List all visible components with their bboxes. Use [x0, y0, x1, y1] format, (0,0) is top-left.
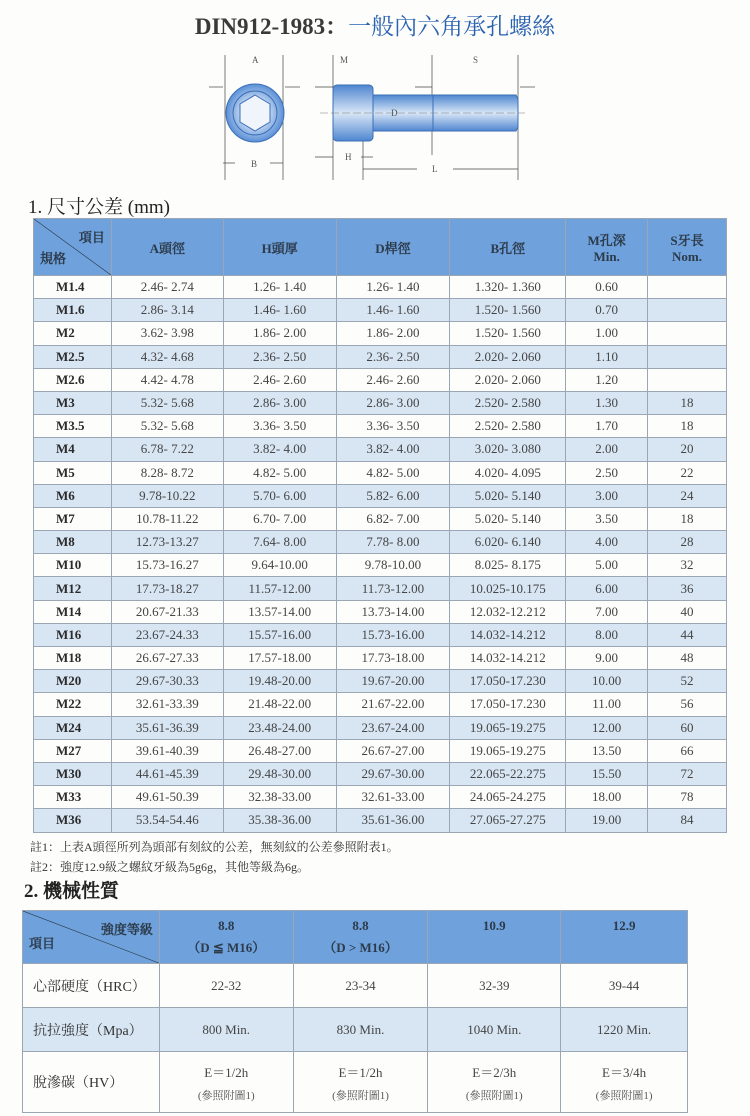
value-cell: 23.67-24.00 — [336, 716, 450, 739]
column-header — [336, 219, 450, 276]
value-cell — [648, 345, 727, 368]
size-cell: M1.6 — [34, 299, 112, 322]
column-header — [648, 219, 727, 276]
column-header — [566, 219, 648, 276]
value-cell: 1.10 — [566, 345, 648, 368]
table-row — [34, 368, 727, 391]
value-cell: 17.73-18.00 — [336, 647, 450, 670]
value-cell: 24.065-24.275 — [450, 786, 566, 809]
column-header — [111, 219, 223, 276]
value-cell: 14.032-14.212 — [450, 647, 566, 670]
value-cell: 4.32- 4.68 — [111, 345, 223, 368]
value-cell: 2.46- 2.74 — [111, 276, 223, 299]
value-cell: 18 — [648, 507, 727, 530]
size-cell: M3.5 — [34, 415, 112, 438]
size-cell: M2.5 — [34, 345, 112, 368]
value-cell: 9.00 — [566, 647, 648, 670]
size-cell: M33 — [34, 786, 112, 809]
value-cell: 11.57-12.00 — [223, 577, 336, 600]
value-cell: 44 — [648, 623, 727, 646]
value-cell: 6.020- 6.140 — [450, 531, 566, 554]
table-row — [23, 1052, 688, 1113]
size-cell: M2 — [34, 322, 112, 345]
value-cell: 19.00 — [566, 809, 648, 832]
value-cell: 22 — [648, 461, 727, 484]
column-header-label: S牙長 — [670, 232, 704, 248]
value-cell: 24 — [648, 484, 727, 507]
value-cell: 3.020- 3.080 — [450, 438, 566, 461]
property-value — [293, 1052, 428, 1113]
value-cell: 5.020- 5.140 — [450, 507, 566, 530]
size-cell: M3 — [34, 391, 112, 414]
value-cell: 1.46- 1.60 — [223, 299, 336, 322]
value-cell: 84 — [648, 809, 727, 832]
value-cell: 17.050-17.230 — [450, 670, 566, 693]
property-value — [159, 1008, 293, 1052]
value-cell: 1.86- 2.00 — [336, 322, 450, 345]
property-label: 脫滲碳（HV） — [23, 1052, 160, 1113]
value-cell: 1.30 — [566, 391, 648, 414]
corner-header — [23, 911, 160, 964]
column-header-label: D桿徑 — [375, 240, 411, 256]
value-text: E＝3/4h — [602, 1064, 647, 1080]
value-cell: 18 — [648, 415, 727, 438]
value-cell: 8.00 — [566, 623, 648, 646]
value-cell: 19.48-20.00 — [223, 670, 336, 693]
value-note: (參照附圖1) — [465, 1089, 523, 1102]
value-cell: 1.320- 1.360 — [450, 276, 566, 299]
value-cell: 3.82- 4.00 — [336, 438, 450, 461]
value-cell: 40 — [648, 600, 727, 623]
value-cell: 3.36- 3.50 — [336, 415, 450, 438]
table-row — [34, 716, 727, 739]
value-cell: 1.00 — [566, 322, 648, 345]
value-cell: 2.36- 2.50 — [223, 345, 336, 368]
label-h: H — [345, 152, 352, 162]
grade-header — [293, 911, 428, 964]
value-cell: 14.032-14.212 — [450, 623, 566, 646]
value-cell: 27.065-27.275 — [450, 809, 566, 832]
value-cell: 2.520- 2.580 — [450, 391, 566, 414]
value-cell: 29.67-30.00 — [336, 762, 450, 785]
table-row — [34, 299, 727, 322]
value-note: (參照附圖1) — [332, 1089, 389, 1102]
value-cell: 1.26- 1.40 — [223, 276, 336, 299]
value-cell: 2.36- 2.50 — [336, 345, 450, 368]
property-value — [428, 1052, 561, 1113]
size-cell: M36 — [34, 809, 112, 832]
column-header-label: A頭徑 — [149, 240, 186, 256]
grade-header — [428, 911, 561, 964]
size-cell: M8 — [34, 531, 112, 554]
corner-header — [34, 219, 112, 276]
size-cell: M7 — [34, 507, 112, 530]
dimension-table — [33, 218, 727, 833]
value-cell: 23.48-24.00 — [223, 716, 336, 739]
table-row — [34, 461, 727, 484]
table-row — [34, 484, 727, 507]
table-row — [34, 345, 727, 368]
value-cell: 32.61-33.00 — [336, 786, 450, 809]
value-cell — [648, 299, 727, 322]
value-cell: 2.00 — [566, 438, 648, 461]
value-text: E＝1/2h — [338, 1064, 383, 1080]
value-cell: 20.67-21.33 — [111, 600, 223, 623]
table-row — [34, 693, 727, 716]
grade-condition: （D ≦ M16） — [187, 940, 266, 955]
value-cell: 6.70- 7.00 — [223, 507, 336, 530]
column-header-label: B孔徑 — [490, 240, 526, 256]
property-label: 心部硬度（HRC） — [23, 964, 160, 1008]
value-cell: 8.025- 8.175 — [450, 554, 566, 577]
table-row — [34, 554, 727, 577]
label-s: S — [473, 55, 479, 65]
table-row — [34, 762, 727, 785]
column-header-sub: Min. — [593, 248, 620, 264]
grade-label: 8.8 — [352, 918, 369, 933]
value-text: 22-32 — [211, 977, 242, 993]
value-note: (參照附圖1) — [197, 1089, 255, 1102]
property-value — [293, 1008, 428, 1052]
size-cell: M16 — [34, 623, 112, 646]
value-cell: 4.82- 5.00 — [223, 461, 336, 484]
section2-heading: 2. 機械性質 — [24, 881, 120, 902]
value-cell: 20 — [648, 438, 727, 461]
table-row — [34, 391, 727, 414]
value-cell: 28 — [648, 531, 727, 554]
label-d: D — [391, 108, 398, 118]
value-cell: 11.73-12.00 — [336, 577, 450, 600]
value-cell: 2.46- 2.60 — [223, 368, 336, 391]
value-cell: 6.82- 7.00 — [336, 507, 450, 530]
value-cell: 4.82- 5.00 — [336, 461, 450, 484]
table-row — [34, 739, 727, 762]
property-value — [561, 1052, 688, 1113]
value-cell: 21.67-22.00 — [336, 693, 450, 716]
value-cell: 15.57-16.00 — [223, 623, 336, 646]
value-cell: 18 — [648, 391, 727, 414]
value-cell: 3.82- 4.00 — [223, 438, 336, 461]
page-title — [0, 8, 750, 41]
value-cell: 1.86- 2.00 — [223, 322, 336, 345]
value-cell: 2.50 — [566, 461, 648, 484]
value-cell: 12.032-12.212 — [450, 600, 566, 623]
grade-label: 10.9 — [482, 918, 506, 933]
value-cell: 26.48-27.00 — [223, 739, 336, 762]
value-cell — [648, 368, 727, 391]
table-row — [34, 438, 727, 461]
value-cell: 12.73-13.27 — [111, 531, 223, 554]
value-cell: 72 — [648, 762, 727, 785]
size-cell: M20 — [34, 670, 112, 693]
value-cell — [648, 276, 727, 299]
value-cell: 60 — [648, 716, 727, 739]
table-row — [34, 670, 727, 693]
corner-bottom-label: 規格 — [40, 251, 67, 266]
value-cell: 35.61-36.39 — [111, 716, 223, 739]
value-cell: 0.70 — [566, 299, 648, 322]
table-row — [34, 577, 727, 600]
value-cell: 2.46- 2.60 — [336, 368, 450, 391]
value-text: 39-44 — [608, 977, 640, 993]
grade-condition: （D > M16） — [323, 940, 398, 955]
table-row — [34, 507, 727, 530]
value-note: (參照附圖1) — [595, 1089, 653, 1102]
value-cell: 5.32- 5.68 — [111, 415, 223, 438]
label-m: M — [340, 55, 349, 65]
value-cell: 39.61-40.39 — [111, 739, 223, 762]
value-cell: 4.42- 4.78 — [111, 368, 223, 391]
label-b: B — [251, 159, 258, 169]
value-cell: 1.46- 1.60 — [336, 299, 450, 322]
value-cell: 15.50 — [566, 762, 648, 785]
size-cell: M6 — [34, 484, 112, 507]
value-cell: 6.78- 7.22 — [111, 438, 223, 461]
value-cell: 5.70- 6.00 — [223, 484, 336, 507]
label-a: A — [252, 55, 259, 65]
standard-name: 一般內六角承孔螺絲 — [348, 14, 556, 39]
value-cell: 26.67-27.00 — [336, 739, 450, 762]
value-cell: 19.67-20.00 — [336, 670, 450, 693]
value-cell: 3.50 — [566, 507, 648, 530]
value-cell: 1.520- 1.560 — [450, 322, 566, 345]
value-cell: 26.67-27.33 — [111, 647, 223, 670]
corner-top-label: 項目 — [78, 230, 105, 245]
value-cell: 78 — [648, 786, 727, 809]
value-cell: 13.57-14.00 — [223, 600, 336, 623]
value-text: 1040 Min. — [467, 1021, 522, 1037]
value-cell: 17.73-18.27 — [111, 577, 223, 600]
value-cell: 29.48-30.00 — [223, 762, 336, 785]
value-cell: 13.73-14.00 — [336, 600, 450, 623]
table-row — [34, 415, 727, 438]
label-l: L — [432, 164, 438, 174]
value-cell: 2.520- 2.580 — [450, 415, 566, 438]
value-cell: 52 — [648, 670, 727, 693]
value-cell: 35.61-36.00 — [336, 809, 450, 832]
value-cell: 53.54-54.46 — [111, 809, 223, 832]
property-label: 抗拉強度（Mpa） — [23, 1008, 160, 1052]
section1-heading: 1. 尺寸公差 (mm) — [28, 197, 170, 218]
value-text: 23-34 — [345, 977, 376, 993]
value-cell: 5.00 — [566, 554, 648, 577]
value-cell: 10.00 — [566, 670, 648, 693]
value-cell: 22.065-22.275 — [450, 762, 566, 785]
corner-top-label: 強度等級 — [100, 922, 153, 937]
property-value — [428, 1008, 561, 1052]
note-1: 註1：上表A頭徑所列為頭部有刻紋的公差，無刻紋的公差參照附表1。 — [30, 840, 399, 854]
screw-diagram — [195, 45, 555, 185]
value-cell: 29.67-30.33 — [111, 670, 223, 693]
value-cell: 2.86- 3.00 — [223, 391, 336, 414]
size-cell: M4 — [34, 438, 112, 461]
value-cell: 9.64-10.00 — [223, 554, 336, 577]
size-cell: M5 — [34, 461, 112, 484]
grade-label: 12.9 — [612, 918, 636, 933]
value-cell: 7.78- 8.00 — [336, 531, 450, 554]
table-row — [34, 623, 727, 646]
value-cell: 11.00 — [566, 693, 648, 716]
value-text: 800 Min. — [202, 1021, 251, 1037]
value-text: 1220 Min. — [597, 1021, 652, 1037]
value-cell: 48 — [648, 647, 727, 670]
value-cell: 32.61-33.39 — [111, 693, 223, 716]
table-row — [23, 964, 688, 1008]
property-value — [159, 1052, 293, 1113]
size-cell: M24 — [34, 716, 112, 739]
value-cell: 2.86- 3.00 — [336, 391, 450, 414]
property-value — [428, 964, 561, 1008]
value-cell: 13.50 — [566, 739, 648, 762]
table-row — [23, 1008, 688, 1052]
value-cell: 9.78-10.00 — [336, 554, 450, 577]
grade-header — [159, 911, 293, 964]
mechanical-properties-table — [22, 910, 688, 1113]
value-cell: 10.78-11.22 — [111, 507, 223, 530]
value-cell: 6.00 — [566, 577, 648, 600]
column-header-label: M孔深 — [587, 232, 626, 248]
size-cell: M1.4 — [34, 276, 112, 299]
size-cell: M12 — [34, 577, 112, 600]
value-cell: 4.020- 4.095 — [450, 461, 566, 484]
size-cell: M14 — [34, 600, 112, 623]
column-header-label: H頭厚 — [261, 240, 298, 256]
table-row — [34, 600, 727, 623]
value-text: E＝2/3h — [472, 1064, 517, 1080]
value-cell: 3.62- 3.98 — [111, 322, 223, 345]
size-cell: M27 — [34, 739, 112, 762]
value-cell: 4.00 — [566, 531, 648, 554]
value-cell: 1.26- 1.40 — [336, 276, 450, 299]
value-cell: 9.78-10.22 — [111, 484, 223, 507]
value-cell: 7.64- 8.00 — [223, 531, 336, 554]
value-cell: 7.00 — [566, 600, 648, 623]
value-cell: 12.00 — [566, 716, 648, 739]
table-row — [34, 531, 727, 554]
value-cell: 2.86- 3.14 — [111, 299, 223, 322]
value-cell: 5.020- 5.140 — [450, 484, 566, 507]
value-cell: 56 — [648, 693, 727, 716]
size-cell: M18 — [34, 647, 112, 670]
value-cell: 44.61-45.39 — [111, 762, 223, 785]
value-cell: 15.73-16.00 — [336, 623, 450, 646]
value-cell: 32.38-33.00 — [223, 786, 336, 809]
value-cell: 2.020- 2.060 — [450, 345, 566, 368]
property-value — [293, 964, 428, 1008]
standard-code: DIN912-1983： — [194, 14, 349, 39]
size-cell: M10 — [34, 554, 112, 577]
grade-header — [561, 911, 688, 964]
value-cell: 21.48-22.00 — [223, 693, 336, 716]
value-cell: 0.60 — [566, 276, 648, 299]
corner-bottom-label: 項目 — [29, 936, 56, 951]
size-cell: M22 — [34, 693, 112, 716]
value-text: 32-39 — [479, 977, 510, 993]
property-value — [561, 964, 688, 1008]
value-cell: 10.025-10.175 — [450, 577, 566, 600]
table-row — [34, 809, 727, 832]
size-cell: M30 — [34, 762, 112, 785]
value-cell: 23.67-24.33 — [111, 623, 223, 646]
value-cell: 18.00 — [566, 786, 648, 809]
size-cell: M2.6 — [34, 368, 112, 391]
value-text: 830 Min. — [336, 1021, 385, 1037]
column-header — [223, 219, 336, 276]
value-cell: 3.00 — [566, 484, 648, 507]
value-cell: 15.73-16.27 — [111, 554, 223, 577]
value-cell: 66 — [648, 739, 727, 762]
value-cell: 8.28- 8.72 — [111, 461, 223, 484]
column-header — [450, 219, 566, 276]
value-cell: 17.050-17.230 — [450, 693, 566, 716]
table-row — [34, 322, 727, 345]
value-cell: 2.020- 2.060 — [450, 368, 566, 391]
value-cell: 1.520- 1.560 — [450, 299, 566, 322]
table-row — [34, 786, 727, 809]
property-value — [561, 1008, 688, 1052]
table-row — [34, 276, 727, 299]
value-cell: 5.82- 6.00 — [336, 484, 450, 507]
value-text: E＝1/2h — [204, 1064, 249, 1080]
value-cell: 19.065-19.275 — [450, 716, 566, 739]
grade-label: 8.8 — [218, 918, 235, 933]
value-cell: 1.70 — [566, 415, 648, 438]
value-cell: 17.57-18.00 — [223, 647, 336, 670]
value-cell: 36 — [648, 577, 727, 600]
value-cell: 35.38-36.00 — [223, 809, 336, 832]
note-2: 註2：強度12.9級之螺紋牙級為5g6g，其他等級為6g。 — [30, 860, 310, 874]
value-cell: 5.32- 5.68 — [111, 391, 223, 414]
column-header-sub: Nom. — [672, 248, 703, 264]
property-value — [159, 964, 293, 1008]
value-cell: 19.065-19.275 — [450, 739, 566, 762]
value-cell: 1.20 — [566, 368, 648, 391]
value-cell: 3.36- 3.50 — [223, 415, 336, 438]
value-cell: 32 — [648, 554, 727, 577]
value-cell: 49.61-50.39 — [111, 786, 223, 809]
table-row — [34, 647, 727, 670]
value-cell — [648, 322, 727, 345]
